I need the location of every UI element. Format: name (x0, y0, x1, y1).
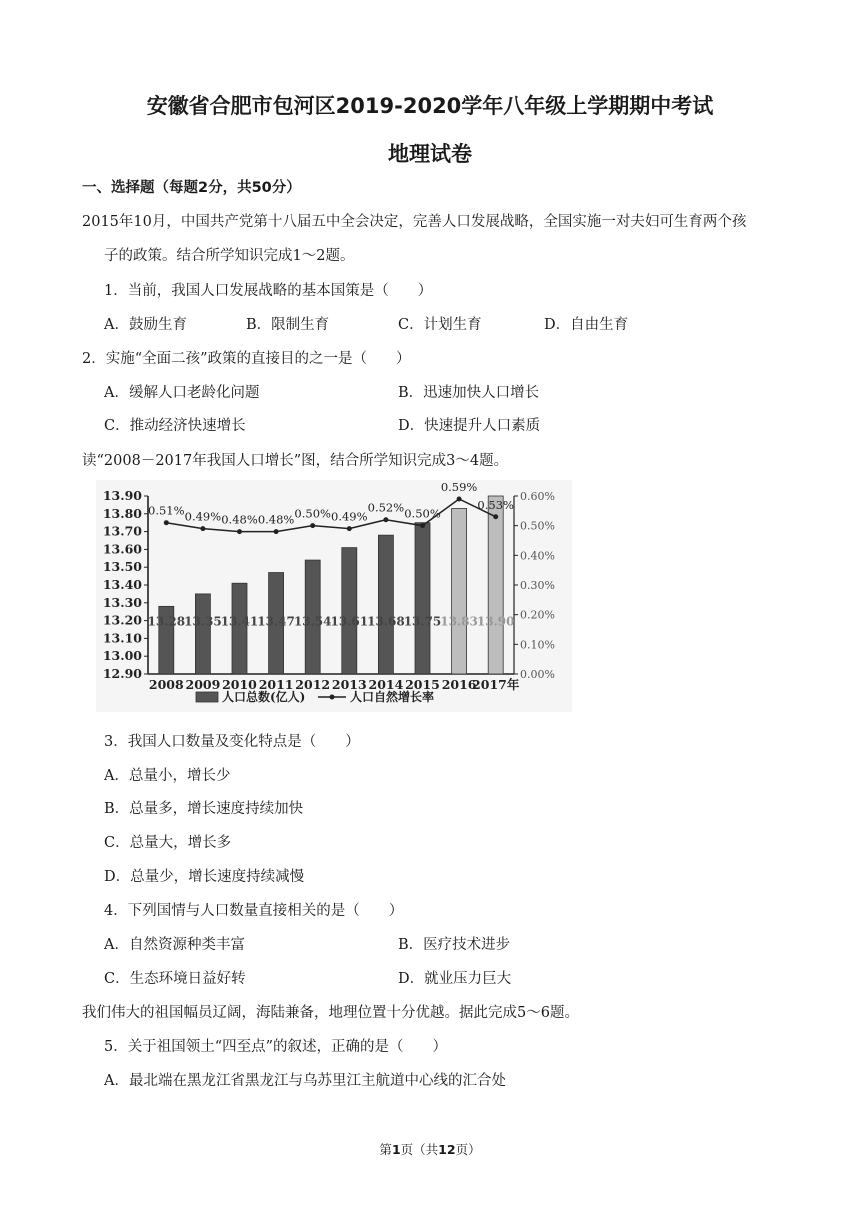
right-tick-label: 0.10% (520, 638, 555, 652)
right-tick-label: 0.60% (520, 490, 555, 503)
growth-rate-point (347, 526, 352, 531)
q2-option-c[interactable]: C．推动经济快速增长 (104, 418, 246, 434)
q2-option-d[interactable]: D．快速提升人口素质 (398, 418, 541, 434)
footer-suffix: 页） (455, 1142, 481, 1157)
growth-rate-label: 0.51% (148, 503, 185, 518)
q1-option-d[interactable]: D．自由生育 (544, 317, 629, 333)
population-bar (232, 583, 247, 674)
left-tick-label: 13.40 (102, 577, 142, 592)
question-2-stem: 2．实施“全面二孩”政策的直接目的之一是（ ） (82, 351, 411, 367)
footer-page-number: 1 (391, 1142, 401, 1157)
growth-rate-label: 0.59% (440, 480, 478, 494)
bar-value-label: 13.28 (147, 614, 186, 629)
population-bar (378, 535, 393, 674)
left-tick-label: 12.90 (102, 666, 142, 681)
growth-rate-label: 0.48% (221, 512, 258, 527)
intro-paragraph-3: 我们伟大的祖国幅员辽阔，海陆兼备，地理位置十分优越。据此完成5～6题。 (82, 1005, 579, 1021)
growth-rate-point (237, 529, 242, 534)
q3-option-c[interactable]: C．总量大，增长多 (104, 835, 232, 851)
q3-option-d[interactable]: D．总量少，增长速度持续减慢 (104, 869, 305, 885)
x-tick-label: 2012 (295, 677, 331, 692)
question-4-stem: 4．下列国情与人口数量直接相关的是（ ） (104, 903, 404, 919)
q1-option-b[interactable]: B．限制生育 (246, 317, 330, 333)
left-tick-label: 13.30 (102, 594, 142, 610)
growth-rate-point (420, 523, 425, 528)
q4-option-b[interactable]: B．医疗技术进步 (398, 937, 511, 953)
x-tick-label: 2010 (222, 677, 257, 692)
right-tick-label: 0.20% (520, 608, 555, 622)
bar-value-label: 13.90 (476, 614, 515, 629)
growth-rate-label: 0.50% (404, 506, 441, 521)
footer-prefix: 第 (379, 1142, 392, 1157)
bar-value-label: 13.35 (184, 614, 222, 629)
left-tick-label: 13.20 (102, 612, 142, 628)
footer-total-pages: 12 (438, 1142, 456, 1157)
growth-rate-point (383, 517, 388, 522)
intro-paragraph-line1: 2015年10月，中国共产党第十八届五中全会决定，完善人口发展战略，全国实施一对夫妇可生育两个孩 (82, 214, 747, 230)
left-tick-label: 13.70 (102, 523, 142, 539)
left-tick-label: 13.80 (102, 505, 142, 521)
footer-mid: 页（共 (400, 1142, 439, 1157)
q1-option-a[interactable]: A．鼓励生育 (104, 317, 187, 333)
x-tick-label: 2013 (331, 677, 367, 692)
q4-option-d[interactable]: D．就业压力巨大 (398, 971, 512, 987)
growth-rate-point (493, 514, 498, 519)
bar-value-label: 13.75 (403, 614, 442, 629)
growth-rate-point (164, 520, 169, 525)
question-5-stem: 5．关于祖国领土“四至点”的叙述，正确的是（ ） (104, 1039, 448, 1055)
legend-bar-swatch (196, 692, 218, 702)
exam-title-line1: 安徽省合肥市包河区2019-2020学年八年级上学期期中考试 (146, 94, 714, 118)
growth-rate-point (274, 529, 279, 534)
population-bar (452, 508, 467, 674)
legend-line-marker (330, 695, 335, 700)
population-chart (96, 480, 572, 712)
left-tick-label: 13.00 (102, 648, 142, 664)
bar-value-label: 13.83 (440, 614, 478, 629)
legend-bar-label: 人口总数(亿人) (222, 690, 306, 704)
q4-option-a[interactable]: A．自然资源种类丰富 (104, 937, 245, 953)
right-tick-label: 0.50% (520, 519, 555, 533)
x-tick-label: 2016 (441, 677, 477, 692)
growth-rate-label: 0.50% (294, 506, 331, 521)
right-tick-label: 0.30% (520, 579, 555, 592)
growth-rate-label: 0.52% (367, 500, 405, 515)
growth-rate-label: 0.49% (331, 509, 368, 524)
q2-option-b[interactable]: B．迅速加快人口增长 (398, 385, 540, 401)
legend-line-label: 人口自然增长率 (350, 690, 435, 704)
population-bar (342, 548, 357, 674)
page-footer (0, 1140, 860, 1158)
bar-value-label: 13.54 (293, 614, 332, 629)
x-tick-label: 2008 (148, 677, 184, 692)
growth-rate-point (310, 523, 315, 528)
left-tick-label: 13.60 (102, 541, 142, 557)
bar-value-label: 13.41 (220, 614, 259, 629)
q3-option-a[interactable]: A．总量小，增长少 (104, 768, 231, 784)
x-tick-label: 2017年 (472, 677, 520, 692)
intro-paragraph-line2: 子的政策。结合所学知识完成1～2题。 (104, 248, 355, 264)
section-heading: 一、选择题（每题2分，共50分） (82, 180, 301, 196)
population-bar (415, 523, 430, 674)
growth-rate-point (200, 526, 205, 531)
bar-value-label: 13.68 (367, 614, 405, 629)
population-bar (488, 496, 503, 674)
q3-option-b[interactable]: B．总量多，增长速度持续加快 (104, 801, 304, 817)
q4-option-c[interactable]: C．生态环境日益好转 (104, 971, 246, 987)
growth-rate-point (457, 496, 462, 501)
left-tick-label: 13.50 (102, 559, 142, 575)
x-tick-label: 2009 (185, 677, 221, 692)
chart-intro: 读“2008－2017年我国人口增长”图，结合所学知识完成3～4题。 (82, 453, 509, 469)
q1-option-c[interactable]: C．计划生育 (398, 317, 482, 333)
population-bar (195, 594, 210, 674)
q5-option-a[interactable]: A．最北端在黑龙江省黑龙江与乌苏里江主航道中心线的汇合处 (104, 1073, 506, 1089)
population-chart-svg (96, 480, 572, 712)
x-tick-label: 2014 (368, 677, 404, 692)
x-tick-label: 2011 (258, 677, 294, 692)
growth-rate-label: 0.49% (184, 509, 222, 524)
growth-rate-label: 0.53% (477, 497, 514, 512)
left-tick-label: 13.10 (102, 630, 142, 646)
right-tick-label: 0.40% (520, 549, 555, 563)
bar-value-label: 13.47 (257, 614, 295, 629)
exam-title-line2: 地理试卷 (388, 142, 472, 166)
question-3-stem: 3．我国人口数量及变化特点是（ ） (104, 734, 360, 750)
left-tick-label: 13.90 (102, 488, 142, 503)
bar-value-label: 13.61 (330, 614, 369, 629)
x-tick-label: 2015 (405, 677, 440, 692)
right-tick-label: 0.00% (520, 668, 555, 681)
question-1-stem: 1．当前，我国人口发展战略的基本国策是（ ） (104, 283, 433, 299)
q2-option-a[interactable]: A．缓解人口老龄化问题 (104, 385, 260, 401)
growth-rate-label: 0.48% (257, 512, 295, 527)
